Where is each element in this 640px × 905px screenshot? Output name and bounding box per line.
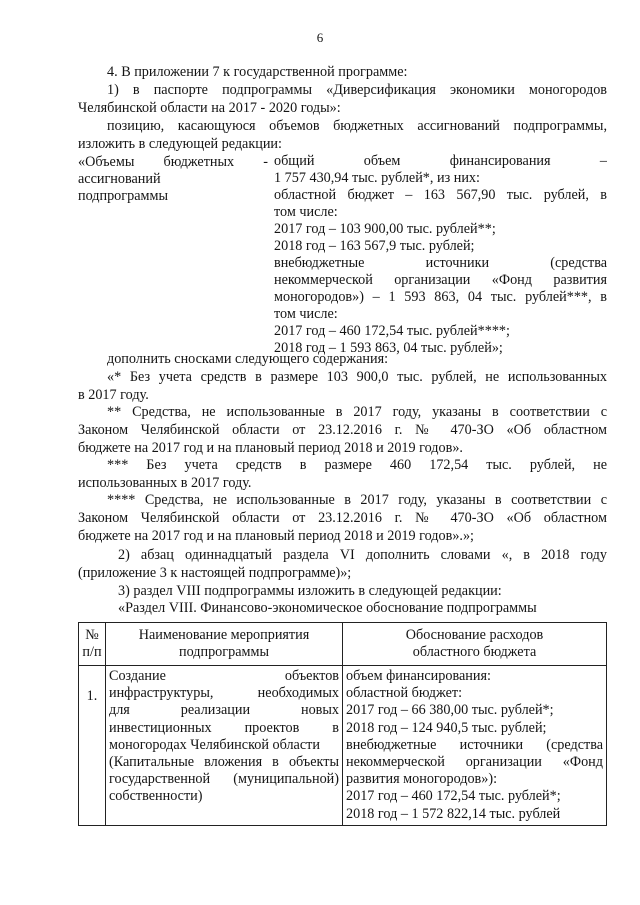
- paragraph-line: 2) абзац одиннадцатый раздела VI дополнить словами «, в 2018 году: [118, 547, 607, 563]
- passport-value-line: 2017 год – 460 172,54 тыс. рублей****;: [274, 323, 510, 339]
- cell-text-line: 2018 год – 124 940,5 тыс. рублей;: [346, 719, 547, 736]
- paragraph-line: позицию, касающуюся объемов бюджетных ассигнований подпрограммы,: [107, 118, 607, 134]
- cell-text-line: объем финансирования:: [346, 668, 491, 684]
- cell-text-line: для реализации новых: [109, 702, 339, 719]
- cell-text-line: инвестиционных проектов в: [109, 719, 339, 736]
- row-activity-name: [106, 666, 343, 826]
- paragraph-line: Челябинской области на 2017 - 2020 годы»:: [78, 100, 341, 116]
- footnote-line: бюджете на 2017 год и на плановый период 2018 и 2019 годов».: [78, 440, 463, 456]
- header-activity-name: Наименование мероприятия подпрограммы: [106, 623, 343, 666]
- passport-value-line: том числе:: [274, 306, 338, 322]
- finance-table: [78, 622, 607, 826]
- passport-label: «Объемы бюджетных -: [78, 154, 268, 170]
- passport-value-line: моногородов») – 1 593 863, 04 тыс. рублей***, в: [274, 289, 607, 305]
- footnote-line: бюджете на 2017 год и на плановый период 2018 и 2019 годов».»;: [78, 528, 474, 544]
- table-header-row: [79, 623, 607, 666]
- section-title: «Раздел VIII. Финансово-экономическое обоснование подпрограммы: [118, 600, 537, 616]
- cell-text-line: 2017 год – 460 172,54 тыс. рублей*;: [346, 788, 561, 805]
- passport-label: ассигнований: [78, 171, 161, 187]
- passport-value-line: общий объем финансирования –: [274, 153, 607, 169]
- paragraph-line: 4. В приложении 7 к государственной программе:: [107, 64, 408, 80]
- footnote-line: Законом Челябинской области от 23.12.2016 г. № 470-ЗО «Об областном: [78, 422, 607, 438]
- footnote-line: «* Без учета средств в размере 103 900,0 тыс. рублей, не использованных: [107, 369, 607, 385]
- cell-text-line: 2018 год – 1 572 822,14 тыс. рублей: [346, 805, 561, 822]
- paragraph-line: 1) в паспорте подпрограммы «Диверсификация экономики моногородов: [107, 82, 607, 98]
- passport-value-line: 2017 год – 103 900,00 тыс. рублей**;: [274, 221, 496, 237]
- footnote-line: *** Без учета средств в размере 460 172,54 тыс. рублей, не: [107, 457, 607, 473]
- passport-value-line: 1 757 430,94 тыс. рублей*, из них:: [274, 170, 480, 186]
- cell-text-line: внебюджетные источники (средства: [346, 736, 603, 753]
- paragraph-line: (приложение 3 к настоящей подпрограмме)»;: [78, 565, 352, 581]
- header-number: № п/п: [79, 623, 106, 666]
- cell-text-line: развития моногородов»):: [346, 771, 498, 788]
- passport-value-line: 2018 год – 163 567,9 тыс. рублей;: [274, 238, 475, 254]
- cell-text-line: некоммерческой организации «Фонд: [346, 754, 603, 771]
- paragraph-line: дополнить сносками следующего содержания:: [107, 351, 389, 367]
- footnote-line: ** Средства, не использованные в 2017 году, указаны в соответствии с: [107, 404, 607, 420]
- paragraph-line: 3) раздел VIII подпрограммы изложить в следующей редакции:: [118, 583, 502, 599]
- footnote-line: в 2017 году.: [78, 387, 149, 403]
- passport-value-line: том числе:: [274, 204, 338, 220]
- cell-text-line: государственной (муниципальной): [109, 771, 339, 788]
- page-number: 6: [316, 30, 324, 45]
- cell-text-line: Создание объектов: [109, 668, 339, 684]
- passport-value-line: 2018 год – 1 593 863, 04 тыс. рублей»;: [274, 340, 503, 356]
- footnote-line: **** Средства, не использованные в 2017 году, указаны в соответствии с: [107, 492, 607, 508]
- cell-text-line: 2017 год – 66 380,00 тыс. рублей*;: [346, 702, 554, 719]
- paragraph-line: изложить в следующей редакции:: [78, 136, 282, 152]
- cell-text-line: собственности): [109, 788, 203, 805]
- cell-text-line: (Капитальные вложения в объекты: [109, 754, 339, 771]
- row-expense-basis: [343, 666, 607, 826]
- cell-text-line: областной бюджет:: [346, 685, 463, 702]
- table-row: [79, 666, 607, 826]
- cell-text-line: инфраструктуры, необходимых: [109, 685, 339, 702]
- passport-value-line: областной бюджет – 163 567,90 тыс. рублей, в: [274, 187, 607, 203]
- passport-value-line: внебюджетные источники (средства: [274, 255, 607, 271]
- footnote-line: Законом Челябинской области от 23.12.2016 г. № 470-ЗО «Об областном: [78, 510, 607, 526]
- header-expense-basis: Обоснование расходов областного бюджета: [343, 623, 607, 666]
- passport-label: подпрограммы: [78, 188, 168, 204]
- footnote-line: использованных в 2017 году.: [78, 475, 252, 491]
- passport-value-line: некоммерческой организации «Фонд развития: [274, 272, 607, 288]
- cell-text-line: моногородах Челябинской области: [109, 736, 320, 753]
- row-number: 1.: [79, 666, 106, 826]
